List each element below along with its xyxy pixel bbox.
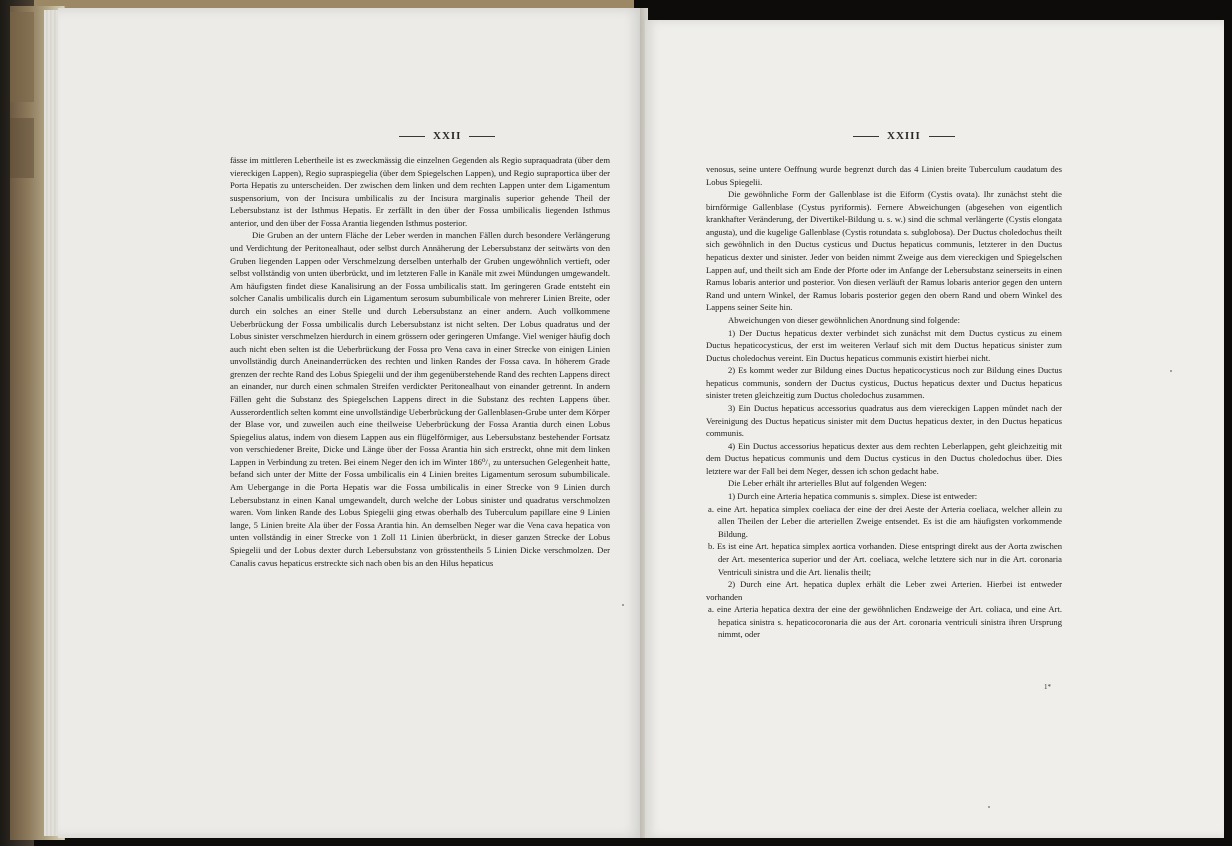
paper-speck [1170,370,1172,372]
cover-band [10,12,34,102]
header-rule-right [929,136,955,137]
right-paragraph-5: 3) Ein Ductus hepaticus accessorius quadratus aus dem viereckigen Lappen mündet nach der Vereinigung des Ductus hepaticus sinister mit dem Ductus hepaticus dexter, in den Ductus hepaticus communis. [706,402,1062,439]
left-paragraph-2: Die Gruben an der untern Fläche der Leber werden in manchen Fällen durch besondere Verlängerung und Verdichtung der Peritonealhaut, oder selbst durch Annäherung der Lebersubstanz der seitwärts von den Gruben liegenden Lappen oder Verschmelzung derselben unterhalb der Gruben ungewöhnlich vertieft, oder selbst vollständig von unten überbrückt, und im letzteren Falle in Kanäle mit zwei Mündungen umgewandelt. Am häufigsten findet diese Kanalisirung an der Fossa umbilicalis statt. Im geringeren Grade entsteht ein solcher Canalis umbilicalis durch ein Ligamentum serosum subumbilicale von mehrerer Linien Breite, oder durch ein solches an einer Stelle und durch Lebersubstanz an einer andern. Auch vollkommene Ueberbrückung der Fossa umbilicalis durch Lebersubstanz ist nicht selten. Der Lobus quadratus und der Lobus sinister verschmelzen hierdurch in einem grössern oder geringeren Umfange. Viel weniger häufig doch auch nicht eben selten ist die Ueberbrückung der Fossa pro Vena cava in einer Strecke von einigen Linien unvollständig durch Aneinanderrücken des rechten und linken Randes der Fossa cava. In höherem Grade grenzen der rechte Rand des Lobus Spiegelii und der ihm gegenüberstehende Rand des rechten Lappens direct an einander, nur durch einen schmalen Streifen verdickter Peritonealhaut von einander getrennt. In andern Fällen geht die Substanz des Spiegelschen Lappens direct in die Substanz des rechten Lappens über. Ausserordentlich selten kommt eine unvollständige Ueberbrückung der Gallenblasen-Grube unter dem Körper der Blase vor, und zuweilen auch eine theilweise Ueberbrückung der Fossa Arantia durch einen Lobus Spiegelius alatus, indem von diesem Lappen aus ein flügelförmiger, aus Lebersubstanz bestehender Fortsatz von verschiedener Breite, Dicke und Länge über der Fossa Arantia hin sich erstreckt, ohne mit dem linken Lappen in Verbindung zu treten. Bei einem Neger den ich im Winter 186⁰/₁ zu untersuchen Gelegenheit hatte, befand sich unter der Mitte der Fossa umbilicalis ein 4 Linien breites Ligamentum serosum subumbilicale. Am Uebergange in die Porta Hepatis war die Fossa umbilicalis in einer Strecke von 9 Linien durch Lebersubstanz in einen Kanal umgewandelt, durch welche der Lobus sinister und quadratus verschmolzen waren. Vom linken Rande des Lobus Spiegelii ging etwas oberhalb des Tuberculum papillare eine 9 Linien lange, 5 Linien breite Ala über der Fossa Arantia hin. An demselben Neger war die Vena cava hepatica von unten vollständig in einer Strecke von 1 Zoll 11 Linien überbrückt, in dieser ganzen Strecke der Lobus Spiegelii und der Lobus dexter durch Lebersubstanz von grösstentheils 5 Linien Dicke verschmolzen. Der Canalis cavus hepaticus erstreckte sich nach oben bis an den Hilus hepaticus [230,230,610,568]
right-paragraph-6: 4) Ein Ductus accessorius hepaticus dexter aus dem rechten Leberlappen, geht gleichzeitig mit dem Ductus hepaticus communis und dem Ductus cysticus in den Ductus choledochus über. Dies letztere war der Fall bei dem Neger, dessen ich schon gedacht habe. [706,440,1062,476]
right-paragraph-0: venosus, seine untere Oeffnung wurde begrenzt durch das 4 Linien breite Tuberculum caudatum des Lobus Spiegelii. [706,164,1062,187]
left-page-number: XXII [433,130,462,142]
right-page-text [706,163,1062,641]
right-page-number: XXIII [887,130,921,142]
left-page-header [391,130,503,142]
signature-mark: 1* [1044,683,1051,691]
right-subitem-10: b. Es ist eine Art. hepatica simplex aortica vorhanden. Diese entspringt direkt aus der Aorta zwischen der Art. mesenterica superior und der Art. coeliaca, welche letztere sich nur in die Art. coronaria Ventriculi sinistra und die Art. lienalis theilt; [708,541,1062,577]
paper-speck [622,604,624,606]
cover-band-lower [10,118,34,178]
right-paragraph-7: Die Leber erhält ihr arterielles Blut auf folgenden Wegen: [728,478,927,489]
right-paragraph-8: 1) Durch eine Arteria hepatica communis s. simplex. Diese ist entweder: [728,491,978,502]
right-page-header [845,130,963,142]
right-paragraph-4: 2) Es kommt weder zur Bildung eines Ductus hepaticocysticus noch zur Bildung eines Ductus hepaticus communis, sondern der Ductus cysticus, Ductus hepaticus dexter und Ductus hepaticus sinister treten gleichzeitig zum Ductus choledochus zusammen. [706,365,1062,401]
right-subitem-12: a. eine Arteria hepatica dextra der eine der gewöhnlichen Endzweige der Art. coliaca, und eine Art. hepatica sinistra s. hepaticocoronaria die aus der Art. coronaria ventriculi sinistra ihren Ursprung nimmt, oder [708,604,1062,640]
header-rule-left [853,136,879,137]
right-paragraph-11: 2) Durch eine Art. hepatica duplex erhält die Leber zwei Arterien. Hierbei ist entweder vorhanden [706,579,1062,602]
right-paragraph-1: Die gewöhnliche Form der Gallenblase ist die Eiform (Cystis ovata). Ihr zunächst steht die birnförmige Gallenblase (Cystus pyriformis). Fernere Abweichungen (abgesehen von eigentlich krankhafter Veränderung, der Divertikel-Bildung u. s. w.) sind die schmal verlängerte (Cystis elongata angusta), und die kugelige Gallenblase (Cystis rotundata s. subglobosa). Der Ductus choledochus theilt sich gewöhnlich in den Ductus cysticus und Ductus hepaticus communis, letzterer in den Ductus hepaticus dexter und sinister. Jeder von beiden nimmt Zweige aus dem viereckigen und Spiegelschen Lappen auf, und theilt sich am Ende der Pforte oder im Anfange der Lebersubstanz seinerseits in einen Ramus lobaris anterior und posterior. Von diesen verläuft der Ramus lobaris anterior gegen den untern Rand und untern Winkel, der Ramus lobaris posterior gegen den obern Rand und obern Winkel des Lappens seiner Seite hin. [706,189,1062,313]
left-page-text [230,154,610,569]
paper-speck [988,806,990,808]
header-rule-right [469,136,495,137]
right-subitem-9: a. eine Art. hepatica simplex coeliaca der eine der drei Aeste der Arteria coeliaca, welcher allein zu allen Theilen der Leber die arteriellen Zweige entsendet. Es ist die am häufigsten vorkommende Bildung. [708,503,1062,539]
right-paragraph-3: 1) Der Ductus hepaticus dexter verbindet sich zunächst mit dem Ductus cysticus zu einem Ductus hepaticocysticus, der erst im weiteren Verlauf sich mit dem Ductus hepaticus sinister zum Ductus choledochus vereint. Ein Ductus hepaticus communis existirt hierbei nicht. [706,327,1062,363]
right-paragraph-2: Abweichungen von dieser gewöhnlichen Anordnung sind folgende: [728,314,960,325]
header-rule-left [399,136,425,137]
left-paragraph-1: fässe im mittleren Lebertheile ist es zweckmässig die einzelnen Gegenden als Regio supraquadrata (über dem viereckigen Lappen), Regio supraspiegelia (über dem Spiegelschen Lappen), und Regio supraportica über der Porta Hepatis zu unterscheiden. Der zwischen dem linken und dem rechten Lappen unter dem Ligamentum suspensorium, von der Incisura umbilicalis zu der Incisura marginalis superior gehende Theil der Lebersubstanz ist der Isthmus Hepatis. Er zerfällt in den über der Fossa umbilicalis liegenden Isthmus anterior, und den über der Fossa Arantia liegenden Isthmus posterior. [230,155,610,228]
